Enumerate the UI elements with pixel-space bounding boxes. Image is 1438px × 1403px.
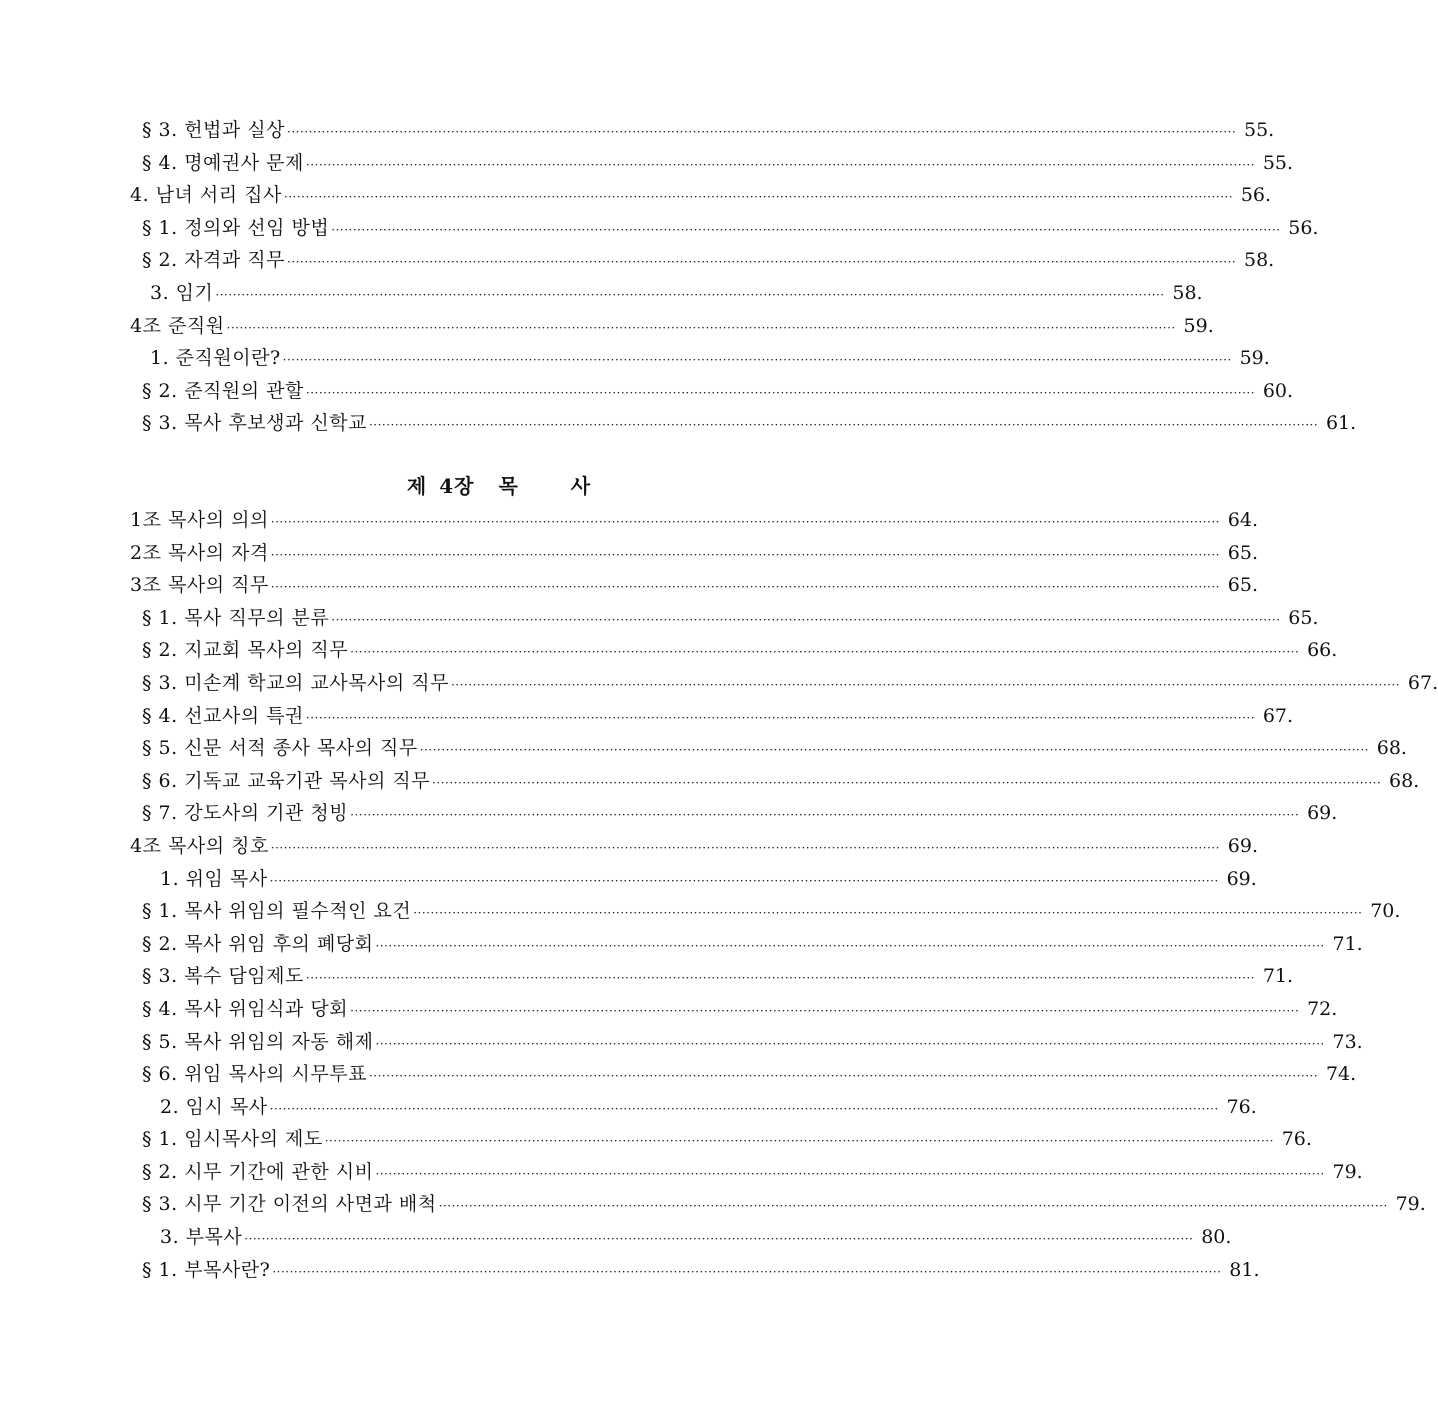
toc-entry-label: 4조 준직원 [130, 314, 225, 337]
toc-leader-dots: ···························································································································································································································· [269, 873, 1219, 888]
toc-entry-page-number: 70. [1370, 900, 1401, 923]
toc-leader-dots: ···························································································································································································································· [375, 1166, 1325, 1181]
toc-leader-dots: ···························································································································································································································· [368, 1069, 1319, 1084]
toc-entry-page-number: 76. [1226, 1095, 1257, 1118]
chapter-heading [0, 470, 992, 499]
toc-leader-dots: ···························································································································································································································· [305, 971, 1256, 986]
toc-entry-label: § 2. 자격과 직무 [142, 249, 286, 272]
toc-entry [130, 212, 1319, 245]
toc-entry-label: 3. 부목사 [160, 1226, 243, 1249]
toc-entry [130, 863, 1257, 896]
toc-entry-label: § 3. 목사 후보생과 신학교 [142, 412, 367, 435]
toc-leader-dots: ···························································································································································································································· [450, 677, 1401, 692]
toc-entry-page-number: 69. [1227, 834, 1258, 857]
toc-leader-dots: ···························································································································································································································· [270, 840, 1220, 855]
toc-leader-dots: ···························································································································································································································· [305, 385, 1256, 400]
toc-leader-dots: ···························································································································································································································· [287, 125, 1237, 139]
toc-entry [130, 960, 1294, 993]
toc-leader-dots: ···························································································································································································································· [350, 645, 1300, 660]
toc-entry [130, 569, 1258, 602]
toc-leader-dots: ···························································································································································································································· [438, 1199, 1388, 1214]
toc-leader-dots: ···························································································································································································································· [331, 612, 1281, 627]
toc-entry-page-number: 69. [1226, 867, 1257, 890]
toc-entry-label: 2. 임시 목사 [160, 1095, 268, 1118]
toc-entry [130, 797, 1338, 830]
toc-entry-label: § 7. 강도사의 기관 청빙 [142, 802, 349, 825]
toc-entry-page-number: 67. [1407, 671, 1438, 694]
toc-entry-label: § 2. 시무 기간에 관한 시비 [142, 1160, 374, 1183]
toc-entry-page-number: 68. [1389, 769, 1420, 792]
toc-leader-dots: ···························································································································································································································· [331, 222, 1281, 237]
toc-section-top [130, 114, 1357, 440]
toc-entry-label: § 2. 목사 위임 후의 폐당회 [142, 932, 374, 955]
chapter-title-part1: 목 [498, 474, 519, 498]
toc-entry-page-number: 72. [1307, 997, 1338, 1020]
toc-entry-page-number: 68. [1376, 737, 1407, 760]
toc-leader-dots: ···························································································································································································································· [270, 547, 1220, 562]
toc-entry-label: 1조 목사의 의의 [130, 509, 269, 531]
toc-entry-page-number: 79. [1395, 1193, 1426, 1216]
toc-entry [130, 537, 1258, 570]
toc-entry-label: § 5. 목사 위임의 자동 해제 [142, 1030, 374, 1053]
toc-leader-dots: ···························································································································································································································· [244, 1232, 1194, 1247]
toc-entry-page-number: 76. [1281, 1128, 1312, 1151]
toc-entry-page-number: 64. [1227, 509, 1258, 531]
toc-leader-dots: ···························································································································································································································· [350, 808, 1300, 823]
toc-entry-label: § 4. 선교사의 특권 [142, 704, 304, 727]
toc-entry-page-number: 67. [1262, 704, 1294, 727]
toc-entry [130, 310, 1214, 343]
toc-entry-page-number: 60. [1262, 379, 1294, 402]
toc-entry-label: § 1. 목사 위임의 필수적인 요건 [142, 900, 412, 923]
toc-entry [130, 1026, 1363, 1059]
toc-entry [130, 407, 1357, 440]
toc-leader-dots: ···························································································································································································································· [226, 320, 1176, 335]
toc-entry [130, 244, 1275, 277]
toc-leader-dots: ···························································································································································································································· [324, 1134, 1274, 1149]
toc-entry-label: § 3. 헌법과 실상 [142, 119, 286, 141]
toc-leader-dots: ···························································································································································································································· [419, 743, 1369, 758]
toc-entry [130, 147, 1294, 180]
toc-entry-label: § 2. 지교회 목사의 직무 [142, 639, 349, 662]
toc-entry-label: § 4. 명예권사 문제 [142, 151, 304, 174]
toc-entry-label: 4. 남녀 서리 집사 [130, 184, 282, 207]
toc-entry [130, 993, 1338, 1026]
toc-entry-label: § 1. 부목사란? [142, 1258, 271, 1281]
toc-leader-dots: ···························································································································································································································· [432, 775, 1382, 790]
toc-entry-label: § 6. 위임 목사의 시무투표 [142, 1063, 367, 1086]
toc-entry [130, 1091, 1257, 1124]
toc-leader-dots: ···························································································································································································································· [215, 287, 1165, 302]
toc-entry [130, 895, 1401, 928]
toc-entry [130, 928, 1363, 961]
toc-entry-page-number: 79. [1332, 1160, 1363, 1183]
toc-leader-dots: ···························································································································································································································· [269, 1101, 1219, 1116]
toc-entry [130, 1123, 1312, 1156]
toc-leader-dots: ···························································································································································································································· [272, 1264, 1222, 1279]
toc-entry [130, 1156, 1363, 1189]
toc-section-bottom [130, 504, 1438, 1286]
toc-entry [130, 602, 1319, 635]
toc-entry [130, 765, 1420, 798]
toc-entry-label: 1. 위임 목사 [160, 867, 268, 890]
toc-entry-label: § 3. 시무 기간 이전의 사면과 배척 [142, 1193, 437, 1216]
toc-entry-page-number: 55. [1262, 151, 1294, 174]
toc-entry-page-number: 56. [1288, 216, 1319, 239]
toc-leader-dots: ···························································································································································································································· [270, 515, 1220, 529]
toc-leader-dots: ···························································································································································································································· [413, 906, 1363, 921]
toc-entry [130, 1254, 1260, 1287]
toc-entry-label: § 5. 신문 서적 종사 목사의 직무 [142, 737, 418, 760]
toc-entry-label: 2조 목사의 자격 [130, 541, 269, 564]
toc-leader-dots: ···························································································································································································································· [287, 255, 1237, 270]
chapter-number: 4장 [439, 474, 475, 498]
toc-entry-label: § 3. 복수 담임제도 [142, 965, 304, 988]
toc-leader-dots: ···························································································································································································································· [283, 190, 1234, 205]
toc-entry-page-number: 55. [1244, 119, 1275, 141]
toc-entry-label: § 1. 정의와 선임 방법 [142, 216, 330, 239]
toc-entry-page-number: 59. [1239, 347, 1270, 370]
toc-entry [130, 667, 1438, 700]
toc-entry [130, 179, 1272, 212]
toc-leader-dots: ···························································································································································································································· [375, 938, 1325, 953]
toc-entry [130, 634, 1338, 667]
toc-entry [130, 504, 1258, 537]
toc-entry-label: 3조 목사의 직무 [130, 574, 269, 597]
toc-entry-label: § 2. 준직원의 관할 [142, 379, 304, 402]
toc-leader-dots: ···························································································································································································································· [270, 580, 1220, 595]
toc-entry-label: § 3. 미손계 학교의 교사목사의 직무 [142, 671, 449, 694]
toc-entry [130, 277, 1203, 310]
toc-entry-page-number: 80. [1201, 1226, 1232, 1249]
toc-leader-dots: ···························································································································································································································· [368, 418, 1319, 433]
toc-entry [130, 700, 1294, 733]
toc-entry [130, 1221, 1232, 1254]
toc-entry-page-number: 66. [1307, 639, 1338, 662]
toc-entry-label: 3. 임기 [150, 281, 214, 304]
toc-entry-label: § 4. 목사 위임식과 당회 [142, 997, 349, 1020]
toc-leader-dots: ···························································································································································································································· [305, 157, 1256, 172]
toc-leader-dots: ···························································································································································································································· [305, 710, 1256, 725]
toc-entry-label: 1. 준직원이란? [150, 347, 281, 370]
toc-entry-label: § 1. 임시목사의 제도 [142, 1128, 323, 1151]
toc-entry-page-number: 71. [1332, 932, 1363, 955]
toc-entry-page-number: 81. [1229, 1258, 1260, 1281]
toc-entry [130, 732, 1407, 765]
toc-entry-page-number: 65. [1227, 574, 1258, 597]
toc-entry [130, 1058, 1357, 1091]
chapter-prefix: 제 [406, 474, 428, 498]
toc-entry-page-number: 69. [1307, 802, 1338, 825]
toc-entry-label: 4조 목사의 칭호 [130, 834, 269, 857]
toc-entry-page-number: 65. [1288, 606, 1319, 629]
toc-entry-page-number: 58. [1172, 281, 1203, 304]
toc-entry-page-number: 73. [1332, 1030, 1363, 1053]
toc-entry-page-number: 59. [1183, 314, 1214, 337]
toc-entry-label: § 1. 목사 직무의 분류 [142, 606, 330, 629]
toc-entry-page-number: 56. [1240, 184, 1272, 207]
chapter-title-part2: 사 [570, 474, 592, 498]
toc-entry [130, 114, 1275, 147]
toc-entry-page-number: 61. [1325, 412, 1357, 435]
toc-entry-page-number: 58. [1244, 249, 1275, 272]
toc-entry-page-number: 65. [1227, 541, 1258, 564]
toc-leader-dots: ···························································································································································································································· [282, 353, 1232, 368]
toc-entry-page-number: 71. [1262, 965, 1294, 988]
toc-entry-page-number: 74. [1325, 1063, 1357, 1086]
toc-entry [130, 342, 1270, 375]
toc-entry-label: § 6. 기독교 교육기관 목사의 직무 [142, 769, 431, 792]
toc-entry [130, 375, 1294, 408]
toc-leader-dots: ···························································································································································································································· [350, 1003, 1300, 1018]
toc-entry [130, 830, 1258, 863]
toc-leader-dots: ···························································································································································································································· [375, 1036, 1325, 1051]
toc-entry [130, 1188, 1426, 1221]
